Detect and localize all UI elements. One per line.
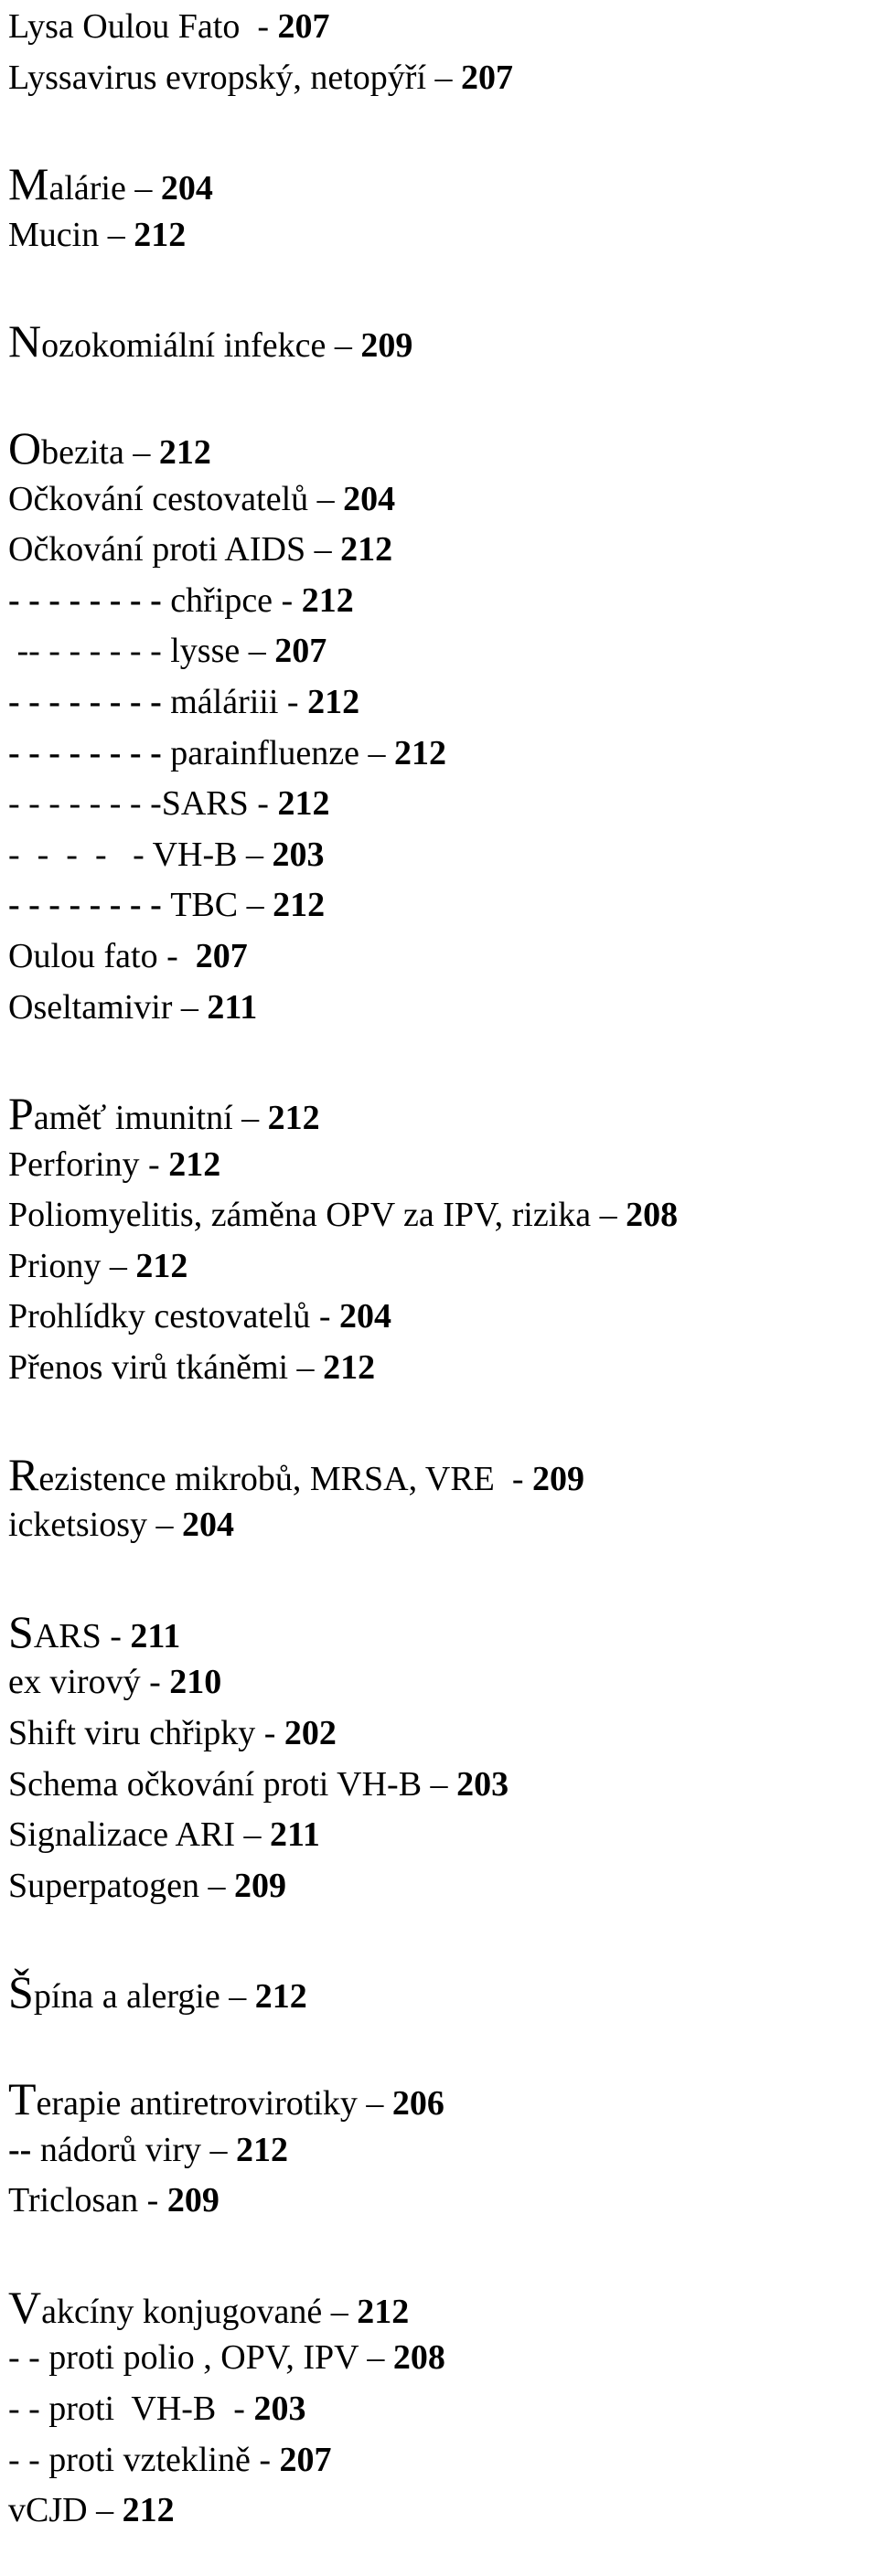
entry-term: nádorů viry – [39, 2130, 237, 2169]
group-gap [8, 1911, 878, 1967]
entry-term: Signalizace ARI – [8, 1815, 270, 1855]
index-entry [8, 779, 878, 830]
entry-term: Prohlídky cestovatelů - [8, 1297, 339, 1336]
repeat-dashes: - - - - - - - - [8, 580, 171, 620]
page-number: 209 [166, 2181, 220, 2220]
page-number: 212 [340, 530, 393, 569]
entry-term: TBC – [170, 886, 273, 925]
index-group [8, 1607, 878, 1912]
index-group [8, 2283, 878, 2537]
page-number: 212 [357, 2292, 410, 2331]
initial-letter: O [8, 421, 42, 474]
index-entry [8, 2384, 878, 2435]
page-number: 212 [135, 1246, 188, 1285]
page-number: 212 [277, 784, 330, 824]
index-entry [8, 1861, 878, 1912]
index-entry [8, 1450, 878, 1501]
index-entry [8, 423, 878, 474]
entry-term: aměť imunitní – [33, 1099, 268, 1138]
index-entry [8, 1967, 878, 2018]
repeat-dashes: - - - - - [8, 835, 153, 874]
entry-term: Superpatogen – [8, 1866, 234, 1905]
entry-term: vCJD – [8, 2491, 123, 2530]
index-entry [8, 1500, 878, 1551]
index-entry [8, 2333, 878, 2384]
entry-term: Přenos virů tkáněmi – [8, 1348, 324, 1388]
entry-term: pína a alergie – [33, 1977, 255, 2017]
page-number: 207 [279, 2440, 332, 2479]
index-entry [8, 1810, 878, 1861]
repeat-dashes: -- [8, 2130, 40, 2169]
page-number: 202 [284, 1714, 337, 1753]
entry-term: Schema očkování proti VH-B – [8, 1764, 457, 1804]
entry-term: Poliomyelitis, záměna OPV za IPV, rizika – [8, 1196, 626, 1235]
initial-letter: R [8, 1448, 39, 1500]
entry-term: lysse – [170, 632, 275, 671]
entry-term: ezistence mikrobů, MRSA, VRE - [38, 1459, 533, 1498]
page-number: 212 [122, 2491, 175, 2530]
page-number: 212 [273, 886, 326, 925]
page-number: 209 [532, 1459, 585, 1498]
page-number: 212 [301, 580, 354, 620]
initial-letter: P [8, 1088, 34, 1140]
entry-term: SARS - [161, 784, 278, 824]
page-number: 204 [160, 169, 213, 208]
page-number: 206 [391, 2084, 444, 2123]
index-entry [8, 1657, 878, 1708]
index-entry [8, 53, 878, 104]
index-group [8, 1967, 878, 2018]
repeat-dashes: - - - - - - - - [8, 886, 171, 925]
initial-letter: Š [8, 1966, 34, 2018]
entry-term: Lysa Oulou Fato - [8, 7, 278, 46]
index-entry [8, 983, 878, 1034]
page-number: 212 [254, 1977, 307, 2017]
index-entry [8, 2283, 878, 2334]
index-entry [8, 931, 878, 983]
entry-term: parainfluenze – [170, 733, 394, 772]
initial-letter: V [8, 2281, 42, 2333]
index-entry [8, 2125, 878, 2177]
index-group [8, 316, 878, 367]
group-gap [8, 261, 878, 316]
page-number: 203 [272, 835, 325, 874]
index-entry [8, 1089, 878, 1140]
initial-letter: T [8, 2073, 37, 2124]
group-gap [8, 1394, 878, 1450]
page-number: 204 [343, 479, 396, 518]
page-number: 211 [207, 987, 258, 1027]
initial-letter: N [8, 315, 42, 367]
group-gap [8, 2227, 878, 2283]
index-group [8, 423, 878, 1033]
entry-term: Perforiny - [8, 1144, 169, 1184]
entry-term: Očkování proti AIDS – [8, 530, 341, 569]
entry-term: Shift viru chřipky - [8, 1714, 284, 1753]
group-gap [8, 2018, 878, 2074]
entry-term: akcíny konjugované – [41, 2292, 358, 2331]
entry-term: - - proti VH-B - [8, 2389, 254, 2428]
index-entry [8, 1708, 878, 1760]
index-entry [8, 1343, 878, 1394]
page-number: 212 [307, 682, 360, 721]
group-gap [8, 1033, 878, 1089]
page-number: 207 [277, 7, 330, 46]
entry-term: Lyssavirus evropský, netopýří – [8, 58, 462, 97]
entry-term: bezita – [41, 432, 159, 472]
page-number: 208 [392, 2338, 445, 2378]
page-number: 207 [274, 632, 327, 671]
group-gap [8, 367, 878, 423]
index-entry [8, 1760, 878, 1811]
index-group [8, 159, 878, 261]
entry-term: ozokomiální infekce – [41, 326, 361, 366]
page-number: 212 [267, 1099, 320, 1138]
index-entry [8, 576, 878, 627]
page-number: 212 [158, 432, 211, 472]
page-number: 212 [394, 733, 446, 772]
entry-term: erapie antiretrovirotiky – [36, 2084, 392, 2123]
entry-term: icketsiosy – [8, 1506, 182, 1545]
index-group [8, 2, 878, 103]
index-entry [8, 677, 878, 729]
entry-term: ex virový - [8, 1663, 170, 1702]
index-entry [8, 1140, 878, 1191]
repeat-dashes: - - - - - - - - [8, 784, 162, 824]
page-number: 207 [195, 936, 248, 975]
index-entry [8, 830, 878, 881]
page-number: 212 [323, 1348, 376, 1388]
index-entry [8, 2074, 878, 2125]
initial-letter: M [8, 158, 49, 210]
page-number: 204 [181, 1506, 234, 1545]
index-entry [8, 2435, 878, 2486]
index-entry [8, 626, 878, 677]
entry-term: Mucin – [8, 215, 134, 254]
entry-term: - - proti vzteklině - [8, 2440, 280, 2479]
page-number: 210 [169, 1663, 222, 1702]
page-number: 207 [461, 58, 514, 97]
entry-term: - - proti polio , OPV, IPV – [8, 2338, 393, 2378]
entry-term: VH-B – [152, 835, 273, 874]
page-number: 203 [253, 2389, 306, 2428]
entry-term: alárie – [48, 169, 161, 208]
entry-term: chřipce - [170, 580, 302, 620]
index-entry [8, 1292, 878, 1343]
index-entry [8, 159, 878, 210]
index-entry [8, 2176, 878, 2227]
entry-term: máláriii - [170, 682, 308, 721]
entry-term: Oulou fato - [8, 936, 196, 975]
group-gap [8, 103, 878, 159]
group-gap [8, 1551, 878, 1607]
repeat-dashes: - - - - - - - - [8, 682, 171, 721]
index-entry [8, 316, 878, 367]
entry-term: Oseltamivir – [8, 987, 208, 1027]
index-entry [8, 474, 878, 526]
index-group [8, 1450, 878, 1551]
page-number: 208 [626, 1196, 679, 1235]
page-number: 211 [130, 1616, 181, 1655]
page-number: 209 [360, 326, 413, 366]
page-number: 204 [338, 1297, 391, 1336]
index-entry [8, 1607, 878, 1658]
page-number: 211 [269, 1815, 320, 1855]
index-entry [8, 210, 878, 261]
page-number: 203 [456, 1764, 509, 1804]
index-entry [8, 2486, 878, 2537]
repeat-dashes: - - - - - - - - [8, 733, 171, 772]
index-group [8, 1089, 878, 1394]
page-number: 212 [168, 1144, 221, 1184]
entry-term: Priony – [8, 1246, 136, 1285]
initial-letter: S [8, 1605, 34, 1657]
index-entry [8, 1190, 878, 1241]
repeat-dashes: -- - - - - - - [8, 632, 171, 671]
entry-term: Očkování cestovatelů – [8, 479, 344, 518]
index-entry [8, 525, 878, 576]
index-entry [8, 2, 878, 53]
index-entry [8, 729, 878, 780]
index-entry [8, 1241, 878, 1293]
entry-term: Triclosan - [8, 2181, 167, 2220]
index-group [8, 2074, 878, 2227]
index-entry [8, 880, 878, 931]
page-number: 209 [233, 1866, 286, 1905]
page-number: 212 [236, 2130, 289, 2169]
entry-term: ARS - [33, 1616, 131, 1655]
page-number: 212 [134, 215, 187, 254]
